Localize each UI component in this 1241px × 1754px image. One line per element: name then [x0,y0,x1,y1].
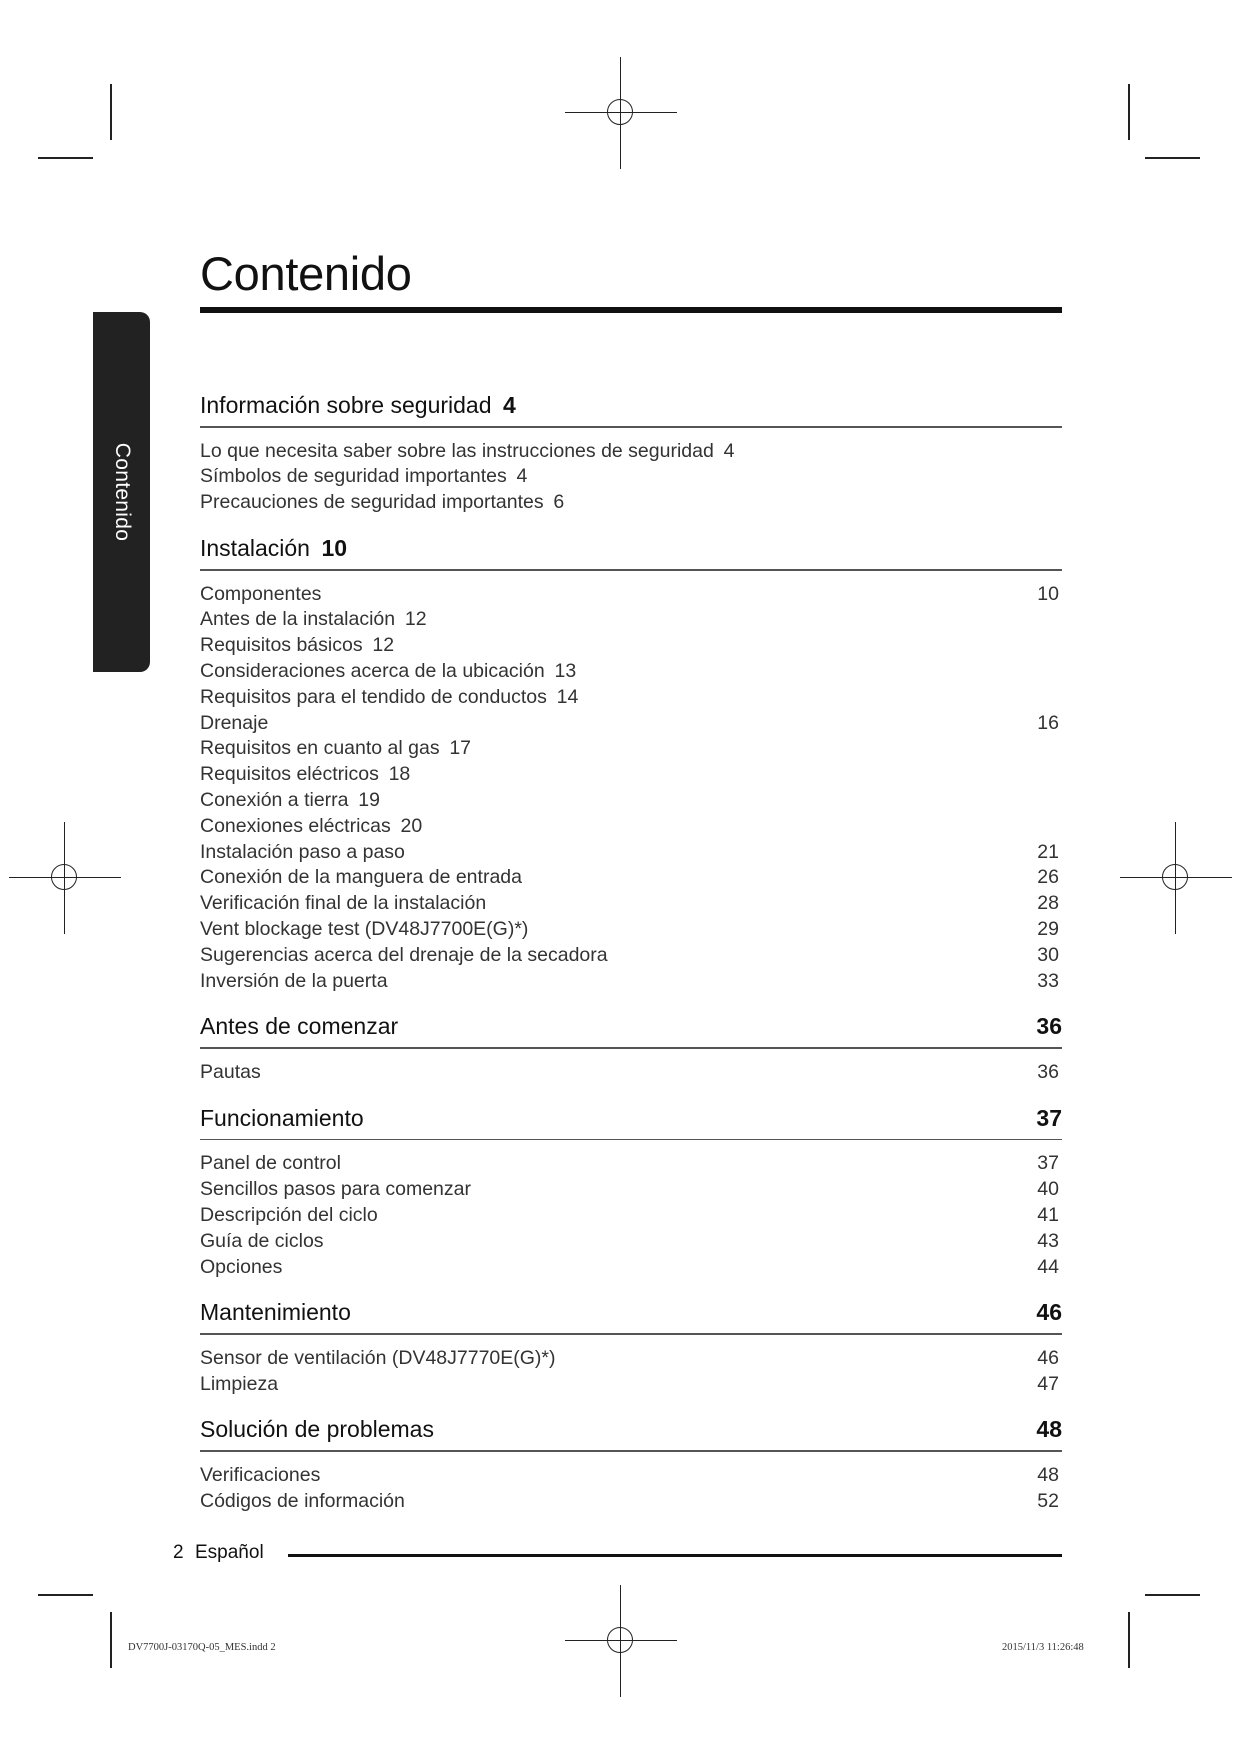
crop-mark [38,1594,93,1596]
toc-entry[interactable] [200,1230,1062,1256]
toc-entry-title-text: Requisitos para el tendido de conductos [200,685,547,708]
toc-section-page: 10 [321,534,348,561]
toc-section-gap [200,995,1062,1011]
toc-entry-title-text: Descripción del ciclo [200,1203,378,1226]
toc-entry-title [200,1204,378,1227]
crop-mark [1145,1594,1200,1596]
toc-section-title-text: Instalación [200,534,310,561]
toc-entry[interactable] [200,918,1062,944]
toc-entry[interactable] [200,608,1062,634]
toc-entry-title [200,789,380,812]
toc-entry-page: 16 [1037,711,1059,734]
toc-entry-title [200,737,471,760]
toc-entry[interactable] [200,1373,1062,1399]
crop-mark [1128,84,1130,140]
registration-mark-icon [599,1619,643,1663]
toc-entry-page: 12 [404,608,427,631]
toc-section-heading[interactable] [200,533,1062,569]
toc-entry-title-text: Guía de ciclos [200,1229,324,1252]
toc-section-page: 46 [1036,1299,1062,1326]
crop-mark [1145,157,1200,159]
toc-section-heading[interactable] [200,1103,1062,1139]
toc-entry[interactable] [200,970,1062,996]
crop-mark [110,84,112,140]
toc-entry-title [200,892,486,915]
side-tab-label: Contenido [110,442,134,542]
slug-file-info: DV7700J-03170Q-05_MES.indd 2 [128,1642,276,1653]
toc-entry-page: 44 [1037,1255,1059,1278]
toc-section-title [200,1013,398,1040]
toc-entry[interactable] [200,686,1062,712]
toc-entry[interactable] [200,1178,1062,1204]
toc-entry-title [200,944,608,967]
toc-section-title-text: Antes de comenzar [200,1013,399,1040]
toc-entry-page: 33 [1037,969,1059,992]
toc-entry-title-text: Vent blockage test (DV48J7700E(G)*) [200,917,529,940]
toc-section [200,390,1062,533]
toc-entry-page: 18 [388,763,411,786]
toc-entry-title-text: Verificaciones [200,1464,321,1487]
toc-entry[interactable] [200,892,1062,918]
toc-entry-title [200,1230,324,1253]
toc-section-page: 37 [1036,1104,1062,1131]
toc-entry[interactable] [200,763,1062,789]
toc-entry-page: 19 [358,788,380,811]
toc-entry-title [200,970,388,993]
toc-entry[interactable] [200,1256,1062,1282]
toc-entry-page: 46 [1037,1346,1059,1369]
toc-entry-title [200,712,268,735]
toc-section-page: 48 [1036,1416,1062,1443]
toc-entry-title [200,686,578,709]
toc-entry-page: 26 [1037,866,1059,889]
toc-entry-title-text: Antes de la instalación [200,608,396,631]
toc-section [200,1297,1062,1414]
toc-entry[interactable] [200,1464,1062,1490]
toc-section-rule [200,426,1062,428]
toc-entry-title [200,465,527,488]
toc-entry-title-text: Requisitos en cuanto al gas [200,737,440,760]
toc-section-rule [200,1333,1062,1335]
toc-entry-title [200,1061,261,1084]
toc-entry[interactable] [200,1347,1062,1373]
side-tab [93,312,150,672]
toc-entry[interactable] [200,712,1062,738]
toc-entry[interactable] [200,737,1062,763]
toc-entry-title [200,491,564,514]
toc-entry-title-text: Sensor de ventilación (DV48J7770E(G)*) [200,1346,556,1369]
toc-section-title-text: Funcionamiento [200,1104,364,1131]
toc-entry-page: 13 [554,659,577,682]
toc-entry-page: 40 [1037,1178,1059,1201]
toc-section-page: 36 [1036,1013,1062,1040]
toc-entry-title-text: Pautas [200,1060,261,1083]
toc-entry-title-text: Sugerencias acerca del drenaje de la secadora [200,943,608,966]
crop-mark [110,1612,112,1668]
toc-entry-title-text: Opciones [200,1255,283,1278]
toc-entry-page: 52 [1037,1489,1059,1512]
toc-entry-title [200,440,734,463]
toc-section-title-text: Información sobre seguridad [200,392,492,418]
toc-entry-title-text: Lo que necesita saber sobre las instrucciones de seguridad [200,439,714,462]
toc-entry-title-text: Instalación paso a paso [200,840,405,863]
toc-entry[interactable] [200,465,1062,491]
toc-section-rule [200,1047,1062,1049]
toc-entry-title [200,660,576,683]
toc-section-rule [200,569,1062,571]
toc-entry-page: 41 [1037,1203,1059,1226]
toc-section-title [200,535,347,562]
toc-entry[interactable] [200,789,1062,815]
toc-section-gap [200,517,1062,533]
toc-section-title [200,1416,434,1443]
toc-entry-title-text: Verificación final de la instalación [200,892,487,915]
crop-mark [1128,1612,1130,1668]
footer-page-number: 2 [173,1542,184,1563]
toc-entry-title-text: Drenaje [200,711,269,734]
footer-language: Español [195,1542,264,1563]
toc-entry[interactable] [200,660,1062,686]
toc-entry-page: 29 [1037,917,1059,940]
toc-entry[interactable] [200,815,1062,841]
toc-section-heading[interactable] [200,390,1062,426]
toc-entry-page: 47 [1037,1372,1059,1395]
toc-section-rule [200,1450,1062,1452]
toc-entry-title [200,1464,320,1487]
toc-section-title [200,392,516,419]
toc-entry-title [200,763,410,786]
toc-entry[interactable] [200,491,1062,517]
toc-entry[interactable] [200,944,1062,970]
registration-mark-icon [599,91,643,135]
toc-section-gap [200,1398,1062,1414]
toc-section-heading[interactable] [200,1011,1062,1047]
toc-entry-page: 12 [372,634,395,657]
toc-entry-page: 4 [516,465,528,488]
toc-entry-title [200,1178,471,1201]
registration-mark-icon [1154,856,1198,900]
toc-entry-title [200,608,427,631]
toc-entry-page: 43 [1037,1229,1059,1252]
toc-entry-page: 20 [400,814,423,837]
toc-entry-title-text: Componentes [200,582,322,605]
toc-section-gap [200,1516,1062,1532]
toc-entry-title [200,1256,282,1279]
toc-entry[interactable] [200,440,1062,466]
toc-entry-title [200,918,528,941]
toc-entry-title [200,1490,405,1513]
toc-entry-title-text: Conexión a tierra [200,788,349,811]
toc-entry-title [200,1152,341,1175]
toc-entry-title-text: Precauciones de seguridad importantes [200,491,544,514]
toc-entry-page: 6 [553,491,565,514]
toc-entry-page: 30 [1037,943,1059,966]
toc-entry-title-text: Símbolos de seguridad importantes [200,465,507,488]
toc-entry[interactable] [200,841,1062,867]
toc-entry-title [200,866,522,889]
toc-entry-title-text: Consideraciones acerca de la ubicación [200,659,545,682]
toc-section-gap [200,1281,1062,1297]
toc-entry-title-text: Limpieza [200,1372,279,1395]
toc-entry-title [200,583,321,606]
toc-entry-title [200,1373,278,1396]
toc-entry-title-text: Requisitos eléctricos [200,763,379,786]
toc-section [200,533,1062,1011]
toc-entry-page: 28 [1037,892,1059,915]
toc-section-heading[interactable] [200,1297,1062,1333]
toc-entry[interactable] [200,634,1062,660]
toc-entry-page: 21 [1037,840,1059,863]
toc-entry-page: 37 [1037,1152,1059,1175]
toc-entry-title-text: Panel de control [200,1152,341,1175]
toc-entry-page: 48 [1037,1464,1059,1487]
toc-entry[interactable] [200,866,1062,892]
toc-section-page: 4 [503,392,516,418]
toc-entry-title [200,815,422,838]
toc-section [200,1011,1062,1102]
toc-entry-page: 4 [723,439,735,462]
registration-mark-icon [43,856,87,900]
toc-section-title [200,1105,364,1132]
table-of-contents [200,390,1062,1532]
toc-entry[interactable] [200,1490,1062,1516]
toc-section [200,1103,1062,1298]
toc-entry[interactable] [200,1152,1062,1178]
toc-entry-title [200,634,394,657]
toc-entry[interactable] [200,1061,1062,1087]
toc-section-rule [200,1139,1062,1141]
toc-entry-title-text: Sencillos pasos para comenzar [200,1178,471,1201]
toc-section-gap [200,1087,1062,1103]
toc-section-title-text: Mantenimiento [200,1299,351,1326]
slug-timestamp: 2015/11/3 11:26:48 [1002,1642,1084,1653]
toc-entry-title [200,1347,556,1370]
page-title: Contenido [200,247,412,300]
toc-entry-title-text: Inversión de la puerta [200,969,388,992]
toc-section-heading[interactable] [200,1414,1062,1450]
toc-entry-page: 14 [556,685,579,708]
toc-entry-page: 17 [449,737,472,760]
toc-section [200,1414,1062,1531]
toc-entry-title-text: Requisitos básicos [200,634,363,657]
toc-entry[interactable] [200,1204,1062,1230]
toc-entry-title [200,841,405,864]
footer-rule [288,1554,1062,1557]
toc-entry-page: 36 [1037,1060,1059,1083]
toc-entry-title-text: Conexiones eléctricas [200,814,391,837]
crop-mark [38,157,93,159]
toc-entry-title-text: Códigos de información [200,1489,405,1512]
toc-entry[interactable] [200,583,1062,609]
title-rule [200,307,1062,313]
toc-section-title-text: Solución de problemas [200,1416,434,1443]
toc-entry-title-text: Conexión de la manguera de entrada [200,866,522,889]
toc-entry-page: 10 [1037,582,1059,605]
toc-section-title [200,1299,351,1326]
